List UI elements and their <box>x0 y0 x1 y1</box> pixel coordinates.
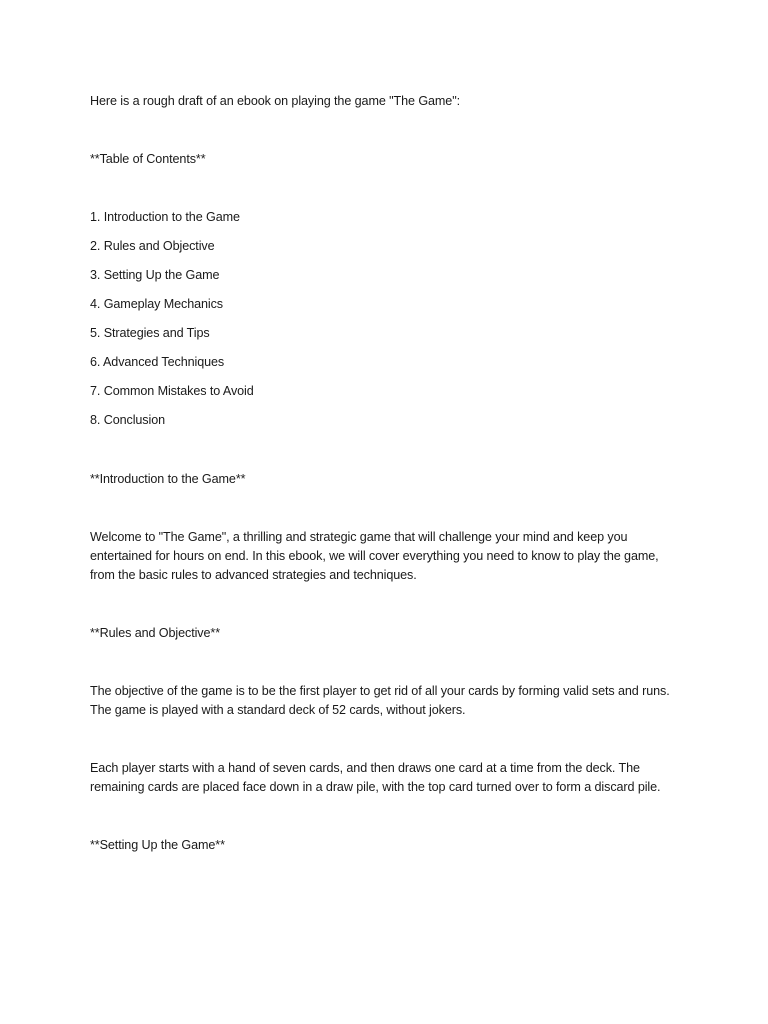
toc-item: 8. Conclusion <box>90 413 166 427</box>
toc-item: 5. Strategies and Tips <box>90 326 210 340</box>
section-paragraph: Each player starts with a hand of seven cards, and then draws one card at a time from the deck. The remaining cards are placed face down in a draw pile, with the top card turned over to form a discard pile. <box>90 761 661 794</box>
section-heading: **Setting Up the Game** <box>90 838 225 852</box>
intro-line: Here is a rough draft of an ebook on playing the game "The Game": <box>90 94 460 108</box>
toc-item: 6. Advanced Techniques <box>90 355 225 369</box>
section-heading: **Introduction to the Game** <box>90 472 246 486</box>
toc-item: 3. Setting Up the Game <box>90 268 220 282</box>
section-paragraph: Welcome to "The Game", a thrilling and strategic game that will challenge your mind and keep you entertained for hours on end. In this ebook, we will cover everything you need to know to play the game, from the basic rules to advanced strategies and techniques. <box>90 530 659 582</box>
section-heading: **Rules and Objective** <box>90 626 221 640</box>
toc-item: 1. Introduction to the Game <box>90 210 240 224</box>
toc-heading: **Table of Contents** <box>90 152 206 166</box>
toc-item: 7. Common Mistakes to Avoid <box>90 384 254 398</box>
toc-item: 4. Gameplay Mechanics <box>90 297 223 311</box>
section-paragraph: The objective of the game is to be the first player to get rid of all your cards by forming valid sets and runs. The game is played with a standard deck of 52 cards, without jokers. <box>90 684 670 717</box>
toc-item: 2. Rules and Objective <box>90 239 215 253</box>
